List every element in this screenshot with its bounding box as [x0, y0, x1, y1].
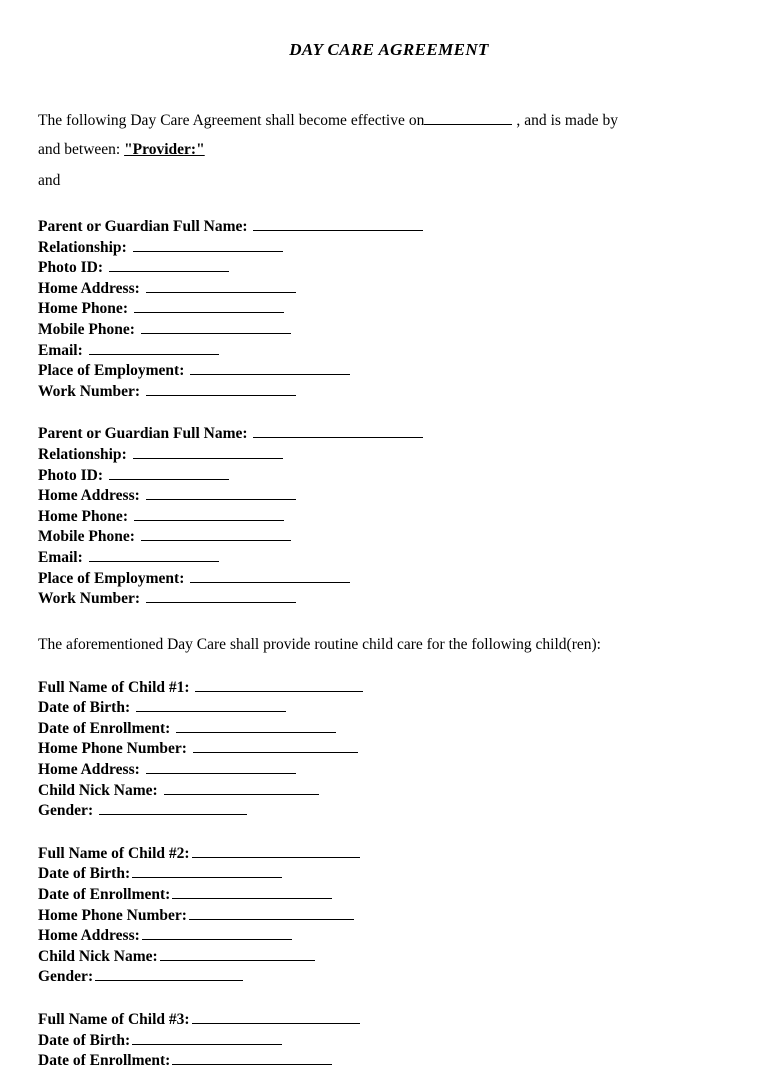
- parent-1-field-row: [38, 320, 730, 341]
- parent-2-field-label: Relationship: [38, 445, 122, 463]
- child-2-field-row: [38, 864, 730, 885]
- parent-2-field-blank[interactable]: [253, 424, 423, 438]
- intro-paragraph: [38, 106, 618, 164]
- child-3-block: [38, 1010, 730, 1072]
- parent-2-field-separator: :: [134, 590, 144, 608]
- child-1-field-blank[interactable]: [146, 760, 296, 774]
- intro-text-part2: , and is made by and between:: [38, 112, 618, 158]
- parent-1-block: [38, 217, 730, 402]
- child-2-field-blank[interactable]: [172, 885, 332, 899]
- child-3-field-label: Date of Enrollment: [38, 1052, 166, 1070]
- parent-1-field-blank[interactable]: [133, 238, 283, 252]
- parent-2-field-blank[interactable]: [141, 527, 291, 541]
- parent-1-field-row: [38, 341, 730, 362]
- parent-2-field-label: Work Number: [38, 590, 135, 608]
- parent-1-field-row: [38, 279, 730, 300]
- child-1-field-separator: :: [181, 740, 191, 758]
- parent-2-field-row: [38, 548, 730, 569]
- parent-1-field-row: [38, 238, 730, 259]
- parent-1-field-separator: :: [134, 382, 144, 400]
- child-2-field-separator: :: [165, 886, 171, 904]
- parent-1-field-label: Work Number: [38, 382, 135, 400]
- parent-2-field-row: [38, 569, 730, 590]
- child-1-field-separator: :: [134, 761, 144, 779]
- parent-2-field-label: Photo ID: [38, 466, 98, 484]
- child-2-field-label: Home Address: [38, 927, 135, 945]
- and-connector: and: [38, 172, 61, 189]
- parent-1-field-label: Place of Employment: [38, 362, 180, 380]
- child-1-field-separator: :: [165, 719, 175, 737]
- child-2-field-label: Full Name of Child #2: [38, 844, 185, 862]
- parent-1-field-blank[interactable]: [89, 341, 219, 355]
- provider-label: "Provider:": [124, 141, 205, 158]
- parent-1-field-row: [38, 361, 730, 382]
- child-1-field-label: Home Address: [38, 761, 135, 779]
- parent-1-field-label: Parent or Guardian Full Name: [38, 218, 243, 235]
- child-1-field-row: [38, 760, 730, 781]
- child-2-field-label: Gender: [38, 968, 88, 986]
- page-title: DAY CARE AGREEMENT: [289, 40, 489, 59]
- parent-2-field-separator: :: [97, 466, 107, 484]
- child-1-field-blank[interactable]: [164, 781, 319, 795]
- child-3-field-row: [38, 1031, 730, 1052]
- child-2-field-blank[interactable]: [192, 844, 360, 858]
- child-1-field-separator: :: [124, 699, 134, 717]
- parent-2-field-blank[interactable]: [134, 507, 284, 521]
- parent-1-field-label: Mobile Phone: [38, 320, 130, 338]
- effective-date-blank[interactable]: [424, 124, 512, 125]
- child-1-block: [38, 678, 730, 822]
- parent-2-field-separator: :: [77, 548, 87, 566]
- child-3-field-blank[interactable]: [192, 1010, 360, 1024]
- parent-1-field-label: Relationship: [38, 238, 122, 256]
- child-1-field-label: Gender: [38, 802, 88, 820]
- parent-2-field-label: Place of Employment: [38, 569, 180, 587]
- child-3-field-row: [38, 1010, 730, 1031]
- parent-1-field-blank[interactable]: [190, 361, 350, 375]
- child-1-field-blank[interactable]: [136, 698, 286, 712]
- parent-2-field-separator: :: [179, 569, 189, 587]
- child-3-field-blank[interactable]: [132, 1031, 282, 1045]
- child-1-field-row: [38, 801, 730, 822]
- child-1-field-label: Home Phone Number: [38, 740, 182, 758]
- child-2-field-separator: :: [124, 865, 131, 883]
- parent-2-field-row: [38, 445, 730, 466]
- parent-2-field-label: Email: [38, 548, 78, 566]
- child-1-field-separator: :: [152, 781, 162, 799]
- parent-2-field-row: [38, 527, 730, 548]
- parent-1-field-blank[interactable]: [109, 258, 229, 272]
- parent-2-field-blank[interactable]: [146, 589, 296, 603]
- child-2-field-separator: :: [87, 968, 94, 986]
- child-1-field-blank[interactable]: [195, 678, 363, 692]
- child-3-field-label: Date of Birth: [38, 1031, 125, 1049]
- child-3-field-separator: :: [124, 1031, 131, 1049]
- parent-1-field-separator: :: [134, 279, 144, 297]
- parent-1-field-label: Email: [38, 341, 78, 359]
- child-2-field-separator: :: [181, 906, 187, 924]
- child-1-field-row: [38, 781, 730, 802]
- child-2-field-row: [38, 844, 730, 865]
- child-3-field-separator: :: [184, 1011, 190, 1028]
- child-1-field-separator: :: [184, 678, 194, 696]
- parent-2-field-row: [38, 424, 730, 445]
- child-2-field-label: Child Nick Name: [38, 947, 153, 965]
- child-1-field-row: [38, 678, 730, 699]
- parent-2-field-separator: :: [242, 425, 252, 443]
- child-1-field-label: Child Nick Name: [38, 781, 153, 799]
- parent-2-field-row: [38, 466, 730, 487]
- parent-1-field-label: Photo ID: [38, 259, 98, 277]
- parent-2-field-blank[interactable]: [146, 486, 296, 500]
- parent-2-field-label: Home Address: [38, 487, 135, 505]
- parent-2-field-label: Home Phone: [38, 507, 123, 525]
- parent-1-field-separator: :: [97, 259, 107, 277]
- child-2-field-separator: :: [152, 947, 158, 965]
- parent-1-field-blank[interactable]: [146, 382, 296, 396]
- child-2-field-label: Date of Enrollment: [38, 886, 166, 904]
- parent-2-field-separator: :: [121, 445, 131, 463]
- parent-1-field-row: [38, 258, 730, 279]
- intro-text-part1: The following Day Care Agreement shall become effective on: [38, 112, 425, 129]
- parent-2-field-label: Mobile Phone: [38, 528, 130, 546]
- child-3-field-blank[interactable]: [172, 1051, 332, 1065]
- parent-1-field-blank[interactable]: [253, 217, 423, 231]
- child-2-field-row: [38, 926, 730, 947]
- parent-1-field-blank[interactable]: [134, 299, 284, 313]
- parent-1-field-separator: :: [242, 218, 252, 235]
- child-2-field-separator: :: [184, 844, 190, 862]
- child-1-field-row: [38, 719, 730, 740]
- child-2-field-separator: :: [134, 927, 140, 945]
- parent-2-field-blank[interactable]: [89, 548, 219, 562]
- parent-2-field-separator: :: [134, 487, 144, 505]
- parent-1-field-row: [38, 382, 730, 403]
- parent-1-field-blank[interactable]: [146, 279, 296, 293]
- parent-1-field-separator: :: [121, 238, 131, 256]
- parent-2-field-row: [38, 589, 730, 610]
- parent-2-block: [38, 424, 730, 609]
- child-1-field-blank[interactable]: [99, 801, 247, 815]
- child-2-field-blank[interactable]: [95, 967, 243, 981]
- parent-2-field-blank[interactable]: [133, 445, 283, 459]
- parent-2-field-label: Parent or Guardian Full Name: [38, 425, 243, 443]
- parent-2-field-separator: :: [129, 528, 139, 546]
- child-2-field-label: Date of Birth: [38, 865, 125, 883]
- child-1-field-blank[interactable]: [176, 719, 336, 733]
- parent-1-field-blank[interactable]: [141, 320, 291, 334]
- parent-2-field-row: [38, 486, 730, 507]
- parent-2-field-separator: :: [122, 507, 132, 525]
- parent-1-field-label: Home Address: [38, 279, 135, 297]
- child-1-field-row: [38, 698, 730, 719]
- child-1-field-label: Date of Birth: [38, 699, 125, 717]
- parent-1-field-row: [38, 217, 730, 238]
- parent-2-field-blank[interactable]: [190, 569, 350, 583]
- child-2-field-blank[interactable]: [189, 906, 354, 920]
- child-2-field-row: [38, 967, 730, 988]
- child-2-field-blank[interactable]: [132, 864, 282, 878]
- child-1-field-blank[interactable]: [193, 739, 358, 753]
- child-2-field-label: Home Phone Number: [38, 906, 182, 924]
- child-2-field-blank[interactable]: [160, 947, 315, 961]
- child-1-field-label: Date of Enrollment: [38, 719, 166, 737]
- parent-1-field-separator: :: [179, 362, 189, 380]
- child-1-field-label: Full Name of Child #1: [38, 678, 185, 696]
- child-2-block: [38, 844, 730, 988]
- parent-1-field-separator: :: [129, 320, 139, 338]
- parent-2-field-blank[interactable]: [109, 466, 229, 480]
- parent-1-field-separator: :: [77, 341, 87, 359]
- child-1-field-separator: :: [87, 802, 97, 820]
- parent-1-field-separator: :: [122, 300, 132, 318]
- child-2-field-row: [38, 947, 730, 968]
- parent-2-field-row: [38, 507, 730, 528]
- children-intro-paragraph: The aforementioned Day Care shall provide routine child care for the following child(ren):: [38, 635, 601, 653]
- child-1-field-row: [38, 739, 730, 760]
- child-3-field-row: [38, 1051, 730, 1072]
- child-2-field-blank[interactable]: [142, 926, 292, 940]
- child-3-field-label: Full Name of Child #3: [38, 1011, 185, 1028]
- parent-1-field-label: Home Phone: [38, 300, 123, 318]
- child-2-field-row: [38, 906, 730, 927]
- child-2-field-row: [38, 885, 730, 906]
- parent-1-field-row: [38, 299, 730, 320]
- child-3-field-separator: :: [165, 1052, 171, 1070]
